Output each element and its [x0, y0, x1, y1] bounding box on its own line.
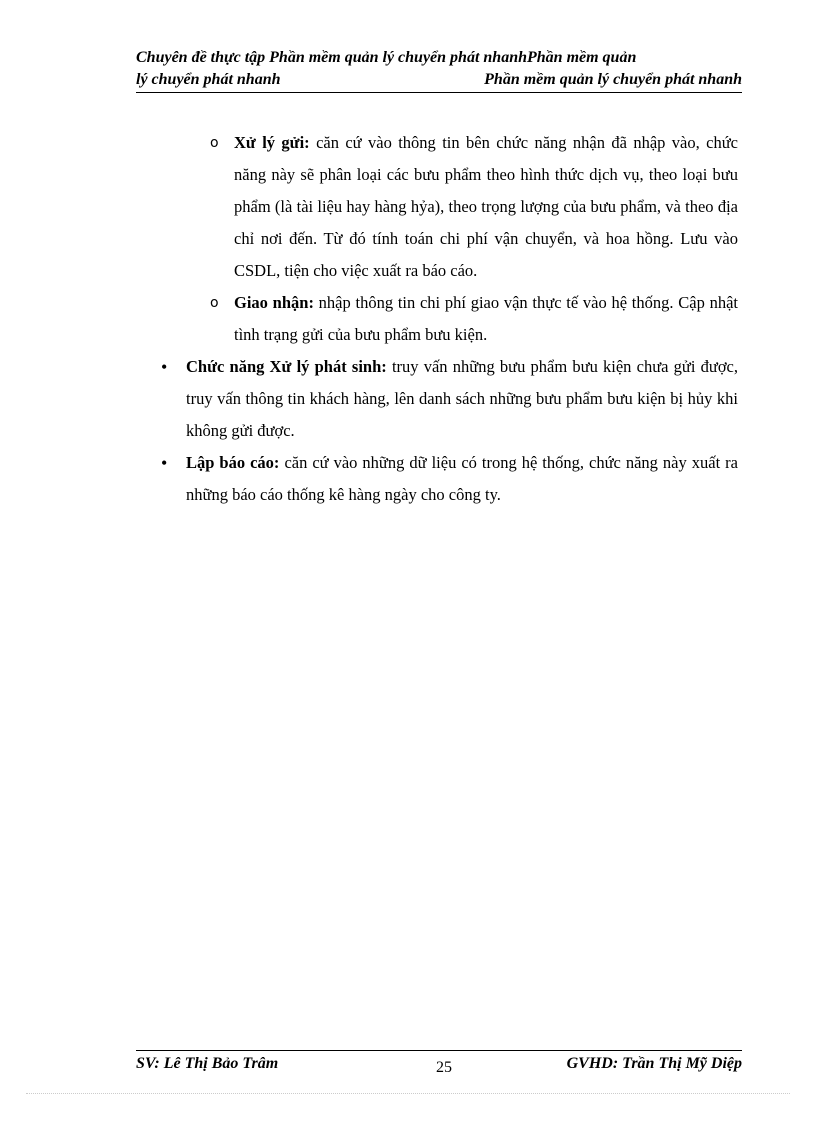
list-item-xu-ly-gui — [136, 127, 738, 287]
item-title: Lập báo cáo: — [186, 453, 280, 472]
footer-student: SV: Lê Thị Bảo Trâm — [136, 1055, 279, 1072]
item-title: Giao nhận: — [234, 293, 314, 312]
footer-supervisor: GVHD: Trần Thị Mỹ Diệp — [566, 1055, 742, 1072]
page-bottom-border — [26, 1093, 790, 1094]
footer-divider — [136, 1050, 742, 1051]
header-divider — [136, 92, 742, 93]
bullet-icon: • — [161, 453, 168, 473]
header-line-2-right: Phần mềm quản lý chuyển phát nhanh — [484, 71, 742, 88]
item-text: căn cứ vào thông tin bên chức năng nhận đã nhập vào, chức năng này sẽ phân loại các bưu phẩm theo hình thức dịch vụ, theo loại bưu phẩm (là tài liệu hay hàng hỷa), theo trọng lượng của bưu phẩm, và theo địa chỉ nơi đến. Từ đó tính toán chi phí vận chuyển, và hoa hồng. Lưu vào CSDL, tiện cho việc xuất ra báo cáo. — [234, 133, 738, 280]
item-text: nhập thông tin chi phí giao vận thực tế vào hệ thống. Cập nhật tình trạng gửi của bưu phẩm bưu kiện. — [234, 293, 738, 344]
list-item-giao-nhan — [136, 287, 738, 351]
item-title: Chức năng Xử lý phát sinh: — [186, 357, 387, 376]
list-item-xu-ly-phat-sinh — [136, 351, 738, 447]
header-line-1: Chuyên đề thực tập Phần mềm quản lý chuyển phát nhanhPhần mềm quản — [136, 49, 637, 66]
page-footer — [136, 1055, 742, 1079]
item-title: Xử lý gửi: — [234, 133, 310, 152]
bullet-icon: • — [161, 357, 168, 377]
item-text: truy vấn những bưu phẩm bưu kiện chưa gửi được, truy vấn thông tin khách hàng, lên danh sách những bưu phẩm bưu kiện bị hủy khi không gửi được. — [186, 357, 739, 440]
circle-bullet-icon: o — [210, 135, 219, 151]
body-content — [136, 127, 738, 511]
header-line-2 — [136, 69, 742, 91]
list-item-lap-bao-cao — [136, 447, 738, 511]
header-line-2-left: lý chuyển phát nhanh — [136, 71, 281, 88]
page-number: 25 — [436, 1059, 452, 1076]
circle-bullet-icon: o — [210, 295, 219, 311]
page-header — [136, 47, 742, 91]
item-text: căn cứ vào những dữ liệu có trong hệ thống, chức năng này xuất ra những báo cáo thống kê hàng ngày cho công ty. — [186, 453, 738, 504]
